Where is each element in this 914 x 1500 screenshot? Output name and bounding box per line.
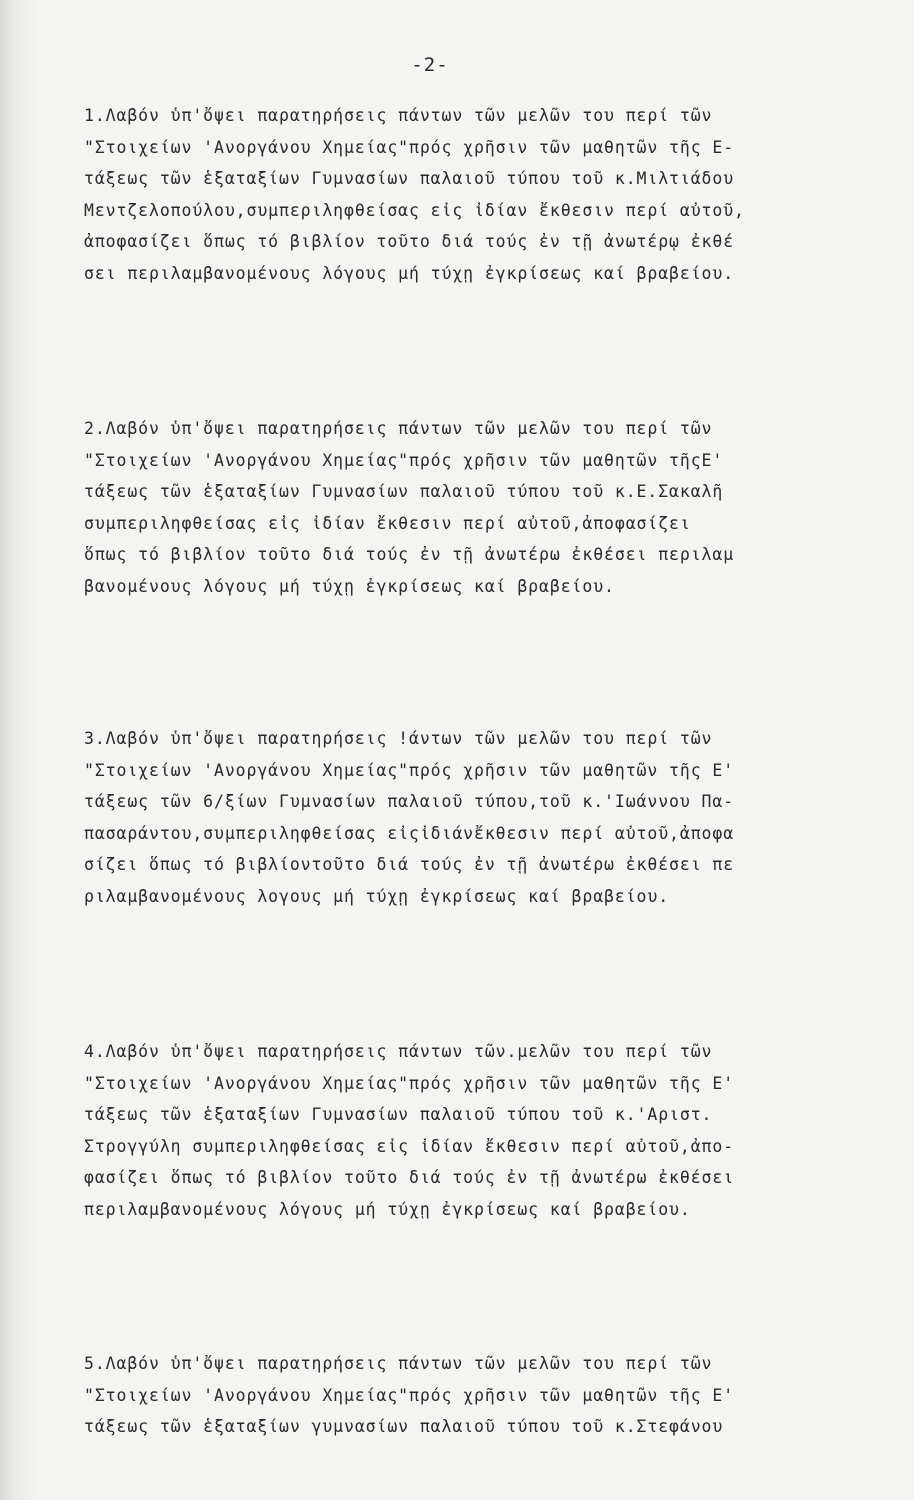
- text-line: τάξεως τῶν ἑξαταξίων Γυμνασίων παλαιοῦ τύπου τοῦ κ.Ε.Σακαλῆ: [84, 482, 724, 501]
- text-line: 5.Λαβόν ὑπ'ὄψει παρατηρήσεις πάντων τῶν μελῶν του περί τῶν: [84, 1354, 713, 1373]
- text-line: 4.Λαβόν ὑπ'ὄψει παρατηρήσεις πάντων τῶν.μελῶν του περί τῶν: [84, 1042, 713, 1061]
- text-line: "Στοιχείων 'Ανοργάνου Χημείας"πρός χρῆσιν τῶν μαθητῶν τῆς Ε-: [84, 137, 735, 157]
- text-line: τάξεως τῶν ἑξαταξίων γυμνασίων παλαιοῦ τύπου τοῦ κ.Στεφάνου: [84, 1417, 724, 1436]
- text-line: 2.Λαβόν ὑπ'ὄψει παρατηρήσεις πάντων τῶν μελῶν του περί τῶν: [84, 419, 713, 438]
- text-line: τάξεως τῶν ἑξαταξίων Γυμνασίων παλαιοῦ τύπου τοῦ κ.Μιλτιάδου: [84, 169, 735, 188]
- text-line: "Στοιχείων 'Ανοργάνου Χημείας"πρός χρῆσιν τῶν μαθητῶν τῆς Ε': [84, 1073, 735, 1093]
- text-line: ἀποφασίζει ὅπως τό βιβλίον τοῦτο διά τούς ἐν τῇ ἀνωτέρῳ ἐκθέ: [84, 232, 735, 251]
- text-line: "Στοιχείων 'Ανοργάνου Χημείας"πρός χρῆσιν τῶν μαθητῶν τῆς Ε': [84, 760, 735, 780]
- paragraph-5: [84, 1348, 884, 1443]
- text-line: 1.Λαβόν ὑπ'ὄψει παρατηρήσεις πάντων τῶν μελῶν του περί τῶν: [84, 106, 713, 125]
- text-line: 3.Λαβόν ὑπ'ὄψει παρατηρήσεις !άντων τῶν μελῶν του περί τῶν: [84, 729, 713, 748]
- paragraph-2: [84, 413, 884, 602]
- text-line: συμπεριληφθείσας εἰς ἰδίαν ἔκθεσιν περί αὐτοῦ,ἀποφασίζει: [84, 513, 691, 533]
- text-line: σίζει ὅπως τό βιβλίοντοῦτο διά τούς ἐν τῇ ἀνωτέρω ἐκθέσει πε: [84, 855, 735, 874]
- text-line: τάξεως τῶν 6/ξίων Γυμνασίων παλαιοῦ τύπου,τοῦ κ.'Ιωάννου Πα-: [84, 792, 735, 811]
- paragraph-3: [84, 723, 884, 912]
- paragraph-4: [84, 1036, 884, 1225]
- text-line: βανομένους λόγους μή τύχῃ ἐγκρίσεως καί βραβείου.: [84, 576, 615, 596]
- text-line: σει περιλαμβανομένους λόγους μή τύχῃ ἐγκρίσεως καί βραβείου.: [84, 263, 735, 283]
- text-line: πασαράντου,συμπεριληφθείσας εἰςἰδιάνἔκθεσιν περί αὐτοῦ,ἀποφα: [84, 823, 735, 843]
- text-line: Στρογγύλη συμπεριληφθείσας εἰς ἰδίαν ἔκθεσιν περί αὐτοῦ,ἀπο-: [84, 1136, 735, 1156]
- paragraph-1: [84, 100, 884, 289]
- page-number: -2-: [411, 54, 449, 76]
- text-line: "Στοιχείων 'Ανοργάνου Χημείας"πρός χρῆσιν τῶν μαθητῶν τῆςΕ': [84, 450, 724, 470]
- text-line: Μεντζελοπούλου,συμπεριληφθείσας εἰς ἰδίαν ἔκθεσιν περί αὐτοῦ,: [84, 200, 745, 220]
- text-line: ριλαμβανομένους λογους μή τύχῃ ἐγκρίσεως καί βραβείου.: [84, 886, 670, 906]
- text-line: "Στοιχείων 'Ανοργάνου Χημείας"πρός χρῆσιν τῶν μαθητῶν τῆς Ε': [84, 1385, 735, 1405]
- text-line: φασίζει ὅπως τό βιβλίον τοῦτο διά τούς ἐν τῇ ἀνωτέρω ἐκθέσει: [84, 1168, 735, 1187]
- text-line: περιλαμβανομένους λόγους μή τύχῃ ἐγκρίσεως καί βραβείου.: [84, 1199, 691, 1219]
- text-line: τάξεως τῶν ἑξαταξίων Γυμνασίων παλαιοῦ τύπου τοῦ κ.'Αριστ.: [84, 1105, 713, 1124]
- text-line: ὅπως τό βιβλίον τοῦτο διά τούς ἐν τῇ ἀνωτέρω ἐκθέσει περιλαμ: [84, 545, 735, 564]
